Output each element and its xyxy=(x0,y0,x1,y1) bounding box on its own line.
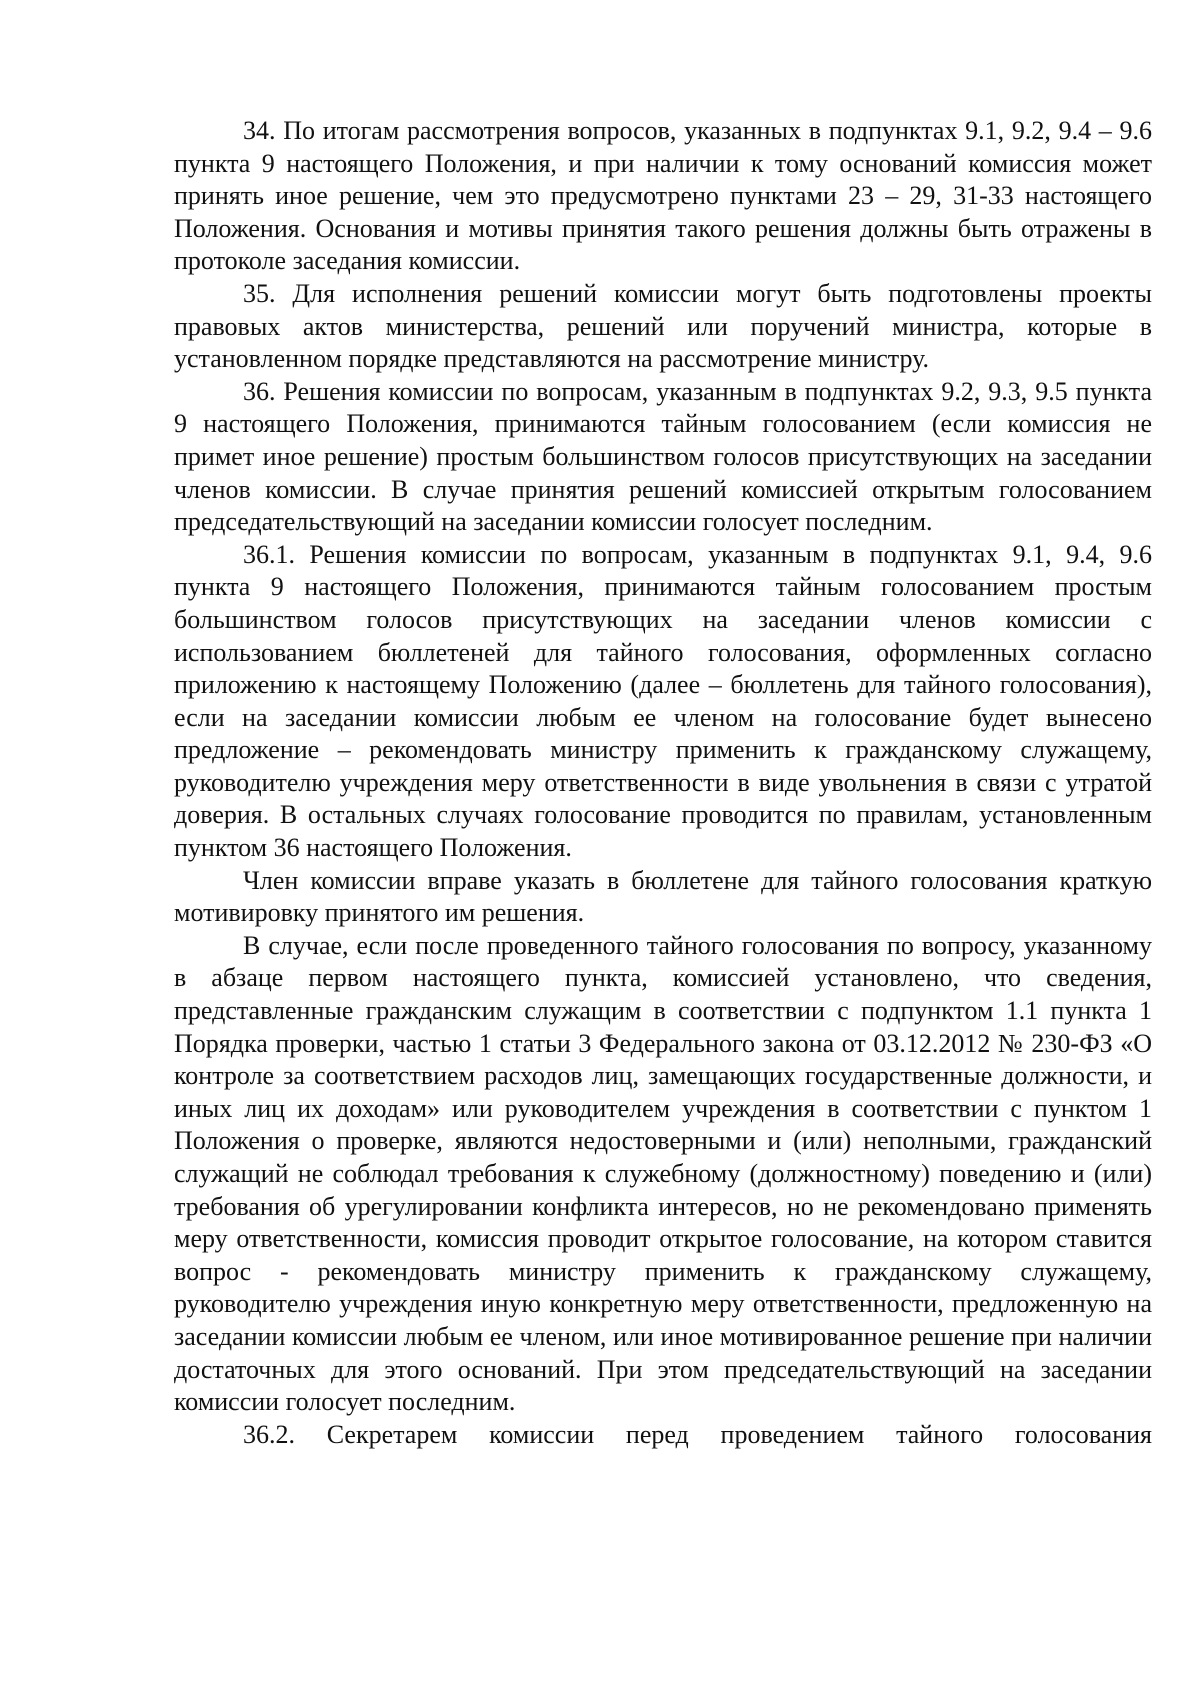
paragraph-36: 36. Решения комиссии по вопросам, указанным в подпунктах 9.2, 9.3, 9.5 пункта 9 настоящего Положения, принимаются тайным голосованием (если комиссия не примет иное решение) простым большинством голосов присутствующих на заседании членов комиссии. В случае принятия решений комиссией открытым голосованием председательствующий на заседании комиссии голосует последним. xyxy=(174,376,1152,537)
paragraph-36-1: 36.1. Решения комиссии по вопросам, указанным в подпунктах 9.1, 9.4, 9.6 пункта 9 настоящего Положения, принимаются тайным голосованием простым большинством голосов присутствующих на заседании членов комиссии с использованием бюллетеней для тайного голосования, оформленных согласно приложению к настоящему Положению (далее – бюллетень для тайного голосования), если на заседании комиссии любым ее членом на голосование будет вынесено предложение – рекомендовать министру применить к гражданскому служащему, руководителю учреждения меру ответственности в виде увольнения в связи с утратой доверия. В остальных случаях голосование проводится по правилам, установленным пунктом 36 настоящего Положения. xyxy=(174,539,1152,863)
paragraph-36-1-open-vote: В случае, если после проведенного тайного голосования по вопросу, указанному в абзаце первом настоящего пункта, комиссией установлено, что сведения, представленные гражданским служащим в соответствии с подпунктом 1.1 пункта 1 Порядка проверки, частью 1 статьи 3 Федерального закона от 03.12.2012 № 230-ФЗ «О контроле за соответствием расходов лиц, замещающих государственные должности, и иных лиц их доходам» или руководителем учреждения в соответствии с пунктом 1 Положения о проверке, являются недостоверными и (или) неполными, гражданский служащий не соблюдал требования к служебному (должностному) поведению и (или) требования об урегулировании конфликта интересов, но не рекомендовано применять меру ответственности, комиссия проводит открытое голосование, на котором ставится вопрос - рекомендовать министру применить к гражданскому служащему, руководителю учреждения иную конкретную меру ответственности, предложенную на заседании комиссии любым ее членом, или иное мотивированное решение при наличии достаточных для этого оснований. При этом председательствующий на заседании комиссии голосует последним. xyxy=(174,930,1152,1417)
paragraph-34: 34. По итогам рассмотрения вопросов, указанных в подпунктах 9.1, 9.2, 9.4 – 9.6 пункта 9 настоящего Положения, и при наличии к тому оснований комиссия может принять иное решение, чем это предусмотрено пунктами 23 – 29, 31-33 настоящего Положения. Основания и мотивы принятия такого решения должны быть отражены в протоколе заседания комиссии. xyxy=(174,116,1152,276)
document-text xyxy=(174,115,1152,1451)
paragraph-35: 35. Для исполнения решений комиссии могут быть подготовлены проекты правовых актов министерства, решений или поручений министра, которые в установленном порядке представляются на рассмотрение министру. xyxy=(174,278,1152,374)
paragraph-36-2: 36.2. Секретарем комиссии перед проведением тайного голосования xyxy=(243,1419,1152,1449)
paragraph-36-1-member-note: Член комиссии вправе указать в бюллетене для тайного голосования краткую мотивировку принятого им решения. xyxy=(174,865,1152,928)
